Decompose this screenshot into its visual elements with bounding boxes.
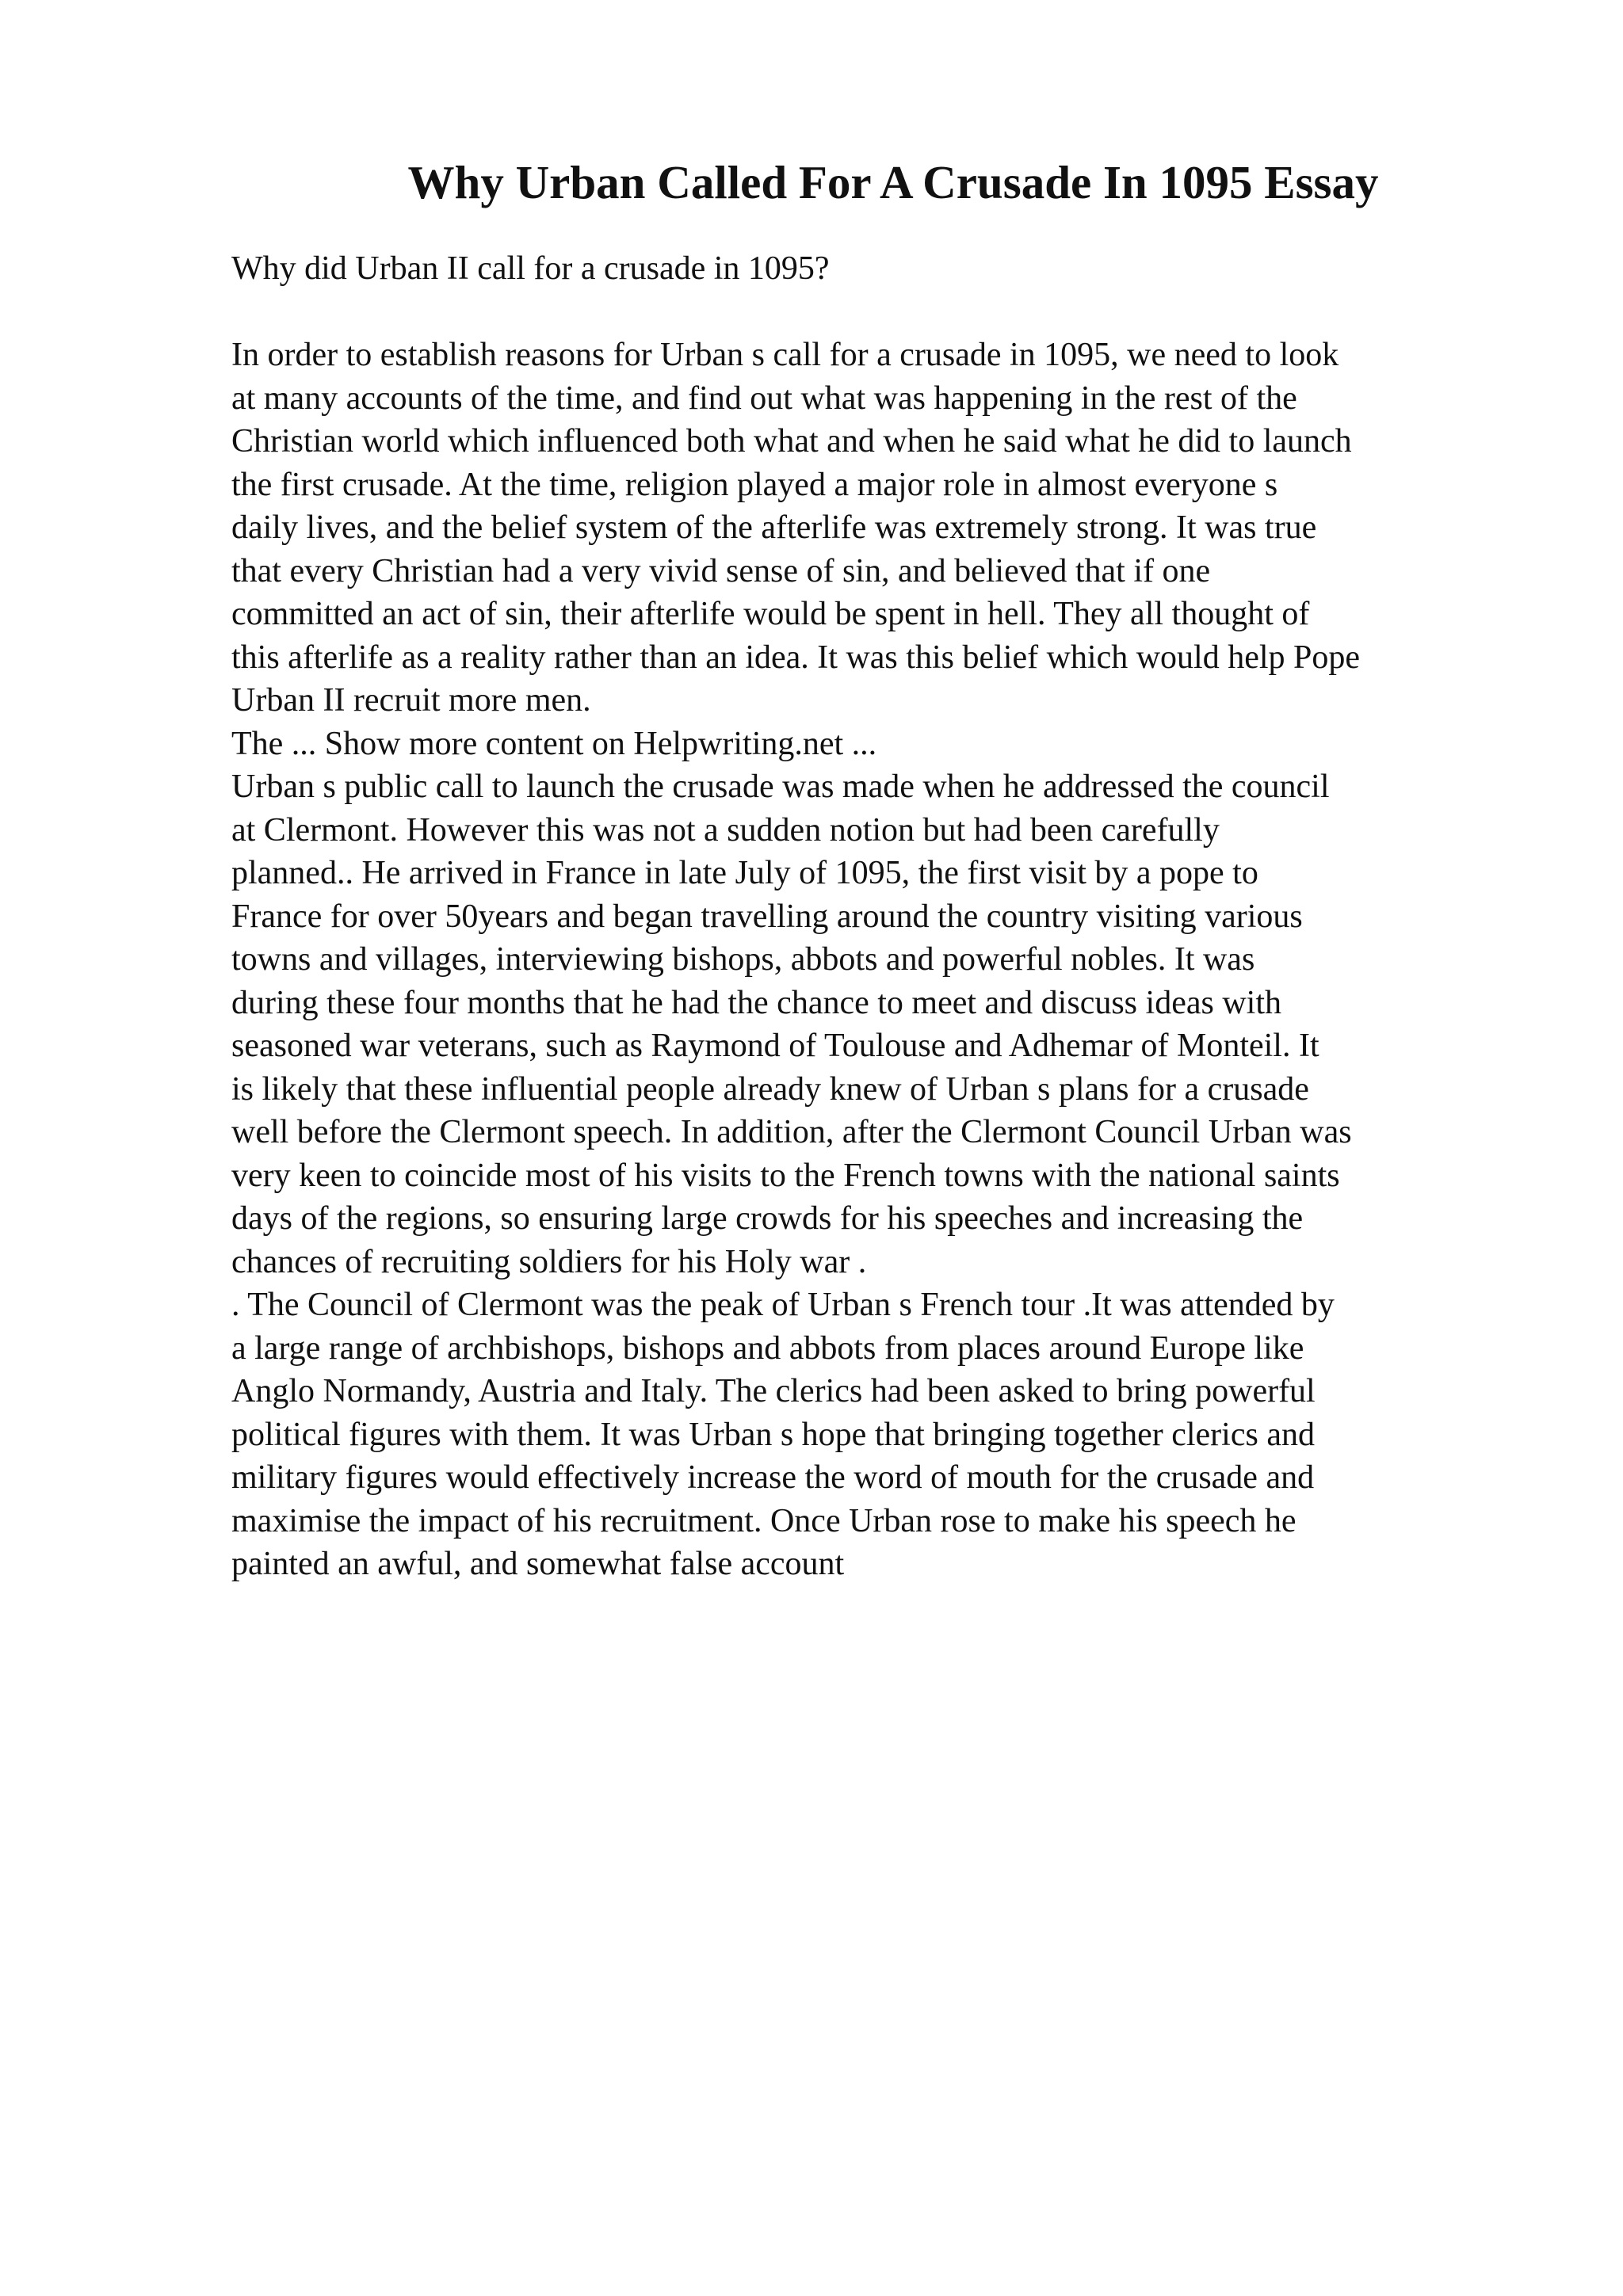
text-line: committed an act of sin, their afterlife would be spent in hell. They all thought of	[231, 596, 1310, 632]
document-title: Why Urban Called For A Crusade In 1095 Essay	[407, 156, 1379, 208]
text-line: chances of recruiting soldiers for his Holy war .	[231, 1243, 867, 1280]
text-line: a large range of archbishops, bishops and abbots from places around Europe like	[231, 1329, 1304, 1367]
paragraph-3	[231, 1283, 1499, 1586]
text-line: Urban II recruit more men.	[231, 682, 591, 719]
text-line: very keen to coincide most of his visits to the French towns with the national saints	[231, 1157, 1340, 1194]
text-line: is likely that these influential people already knew of Urban s plans for a crusade	[231, 1070, 1309, 1108]
text-line: planned.. He arrived in France in late July of 1095, the first visit by a pope to	[231, 855, 1258, 891]
question-line: Why did Urban II call for a crusade in 1095?	[231, 250, 830, 287]
text-line: France for over 50years and began travelling around the country visiting various	[231, 898, 1303, 935]
text-line: Christian world which influenced both what and when he said what he did to launch	[231, 423, 1352, 460]
text-line: Anglo Normandy, Austria and Italy. The clerics had been asked to bring powerful	[231, 1373, 1316, 1409]
show-more-line: The ... Show more content on Helpwriting.net ...	[231, 725, 877, 762]
text-line: In order to establish reasons for Urban s call for a crusade in 1095, we need to look	[231, 337, 1339, 373]
text-line: that every Christian had a very vivid sense of sin, and believed that if one	[231, 552, 1211, 589]
text-line: the first crusade. At the time, religion played a major role in almost everyone s	[231, 466, 1278, 503]
text-line: political figures with them. It was Urban s hope that bringing together clerics and	[231, 1416, 1315, 1453]
text-line: at Clermont. However this was not a sudden notion but had been carefully	[231, 811, 1220, 849]
text-line: towns and villages, interviewing bishops, abbots and powerful nobles. It was	[231, 941, 1255, 978]
document-body	[231, 247, 1499, 1586]
text-line: military figures would effectively increase the word of mouth for the crusade and	[231, 1459, 1315, 1496]
text-line: days of the regions, so ensuring large crowds for his speeches and increasing the	[231, 1200, 1304, 1237]
text-line: well before the Clermont speech. In addition, after the Clermont Council Urban was	[231, 1114, 1352, 1150]
text-line: Urban s public call to launch the crusade was made when he addressed the council	[231, 769, 1330, 805]
document-title-row	[0, 154, 1623, 211]
text-line: this afterlife as a reality rather than an idea. It was this belief which would help Pope	[231, 639, 1361, 676]
text-line: seasoned war veterans, such as Raymond of Toulouse and Adhemar of Monteil. It	[231, 1028, 1319, 1064]
paragraph-1	[231, 334, 1499, 723]
paragraph-2	[231, 765, 1499, 1283]
text-line: daily lives, and the belief system of the afterlife was extremely strong. It was true	[231, 509, 1317, 546]
text-line: . The Council of Clermont was the peak of Urban s French tour .It was attended by	[231, 1287, 1335, 1323]
text-line: maximise the impact of his recruitment. Once Urban rose to make his speech he	[231, 1502, 1296, 1539]
text-line: painted an awful, and somewhat false account	[231, 1546, 845, 1582]
text-line: at many accounts of the time, and find out what was happening in the rest of the	[231, 379, 1297, 417]
paragraph-gap	[231, 291, 1499, 334]
text-line: during these four months that he had the chance to meet and discuss ideas with	[231, 984, 1281, 1021]
